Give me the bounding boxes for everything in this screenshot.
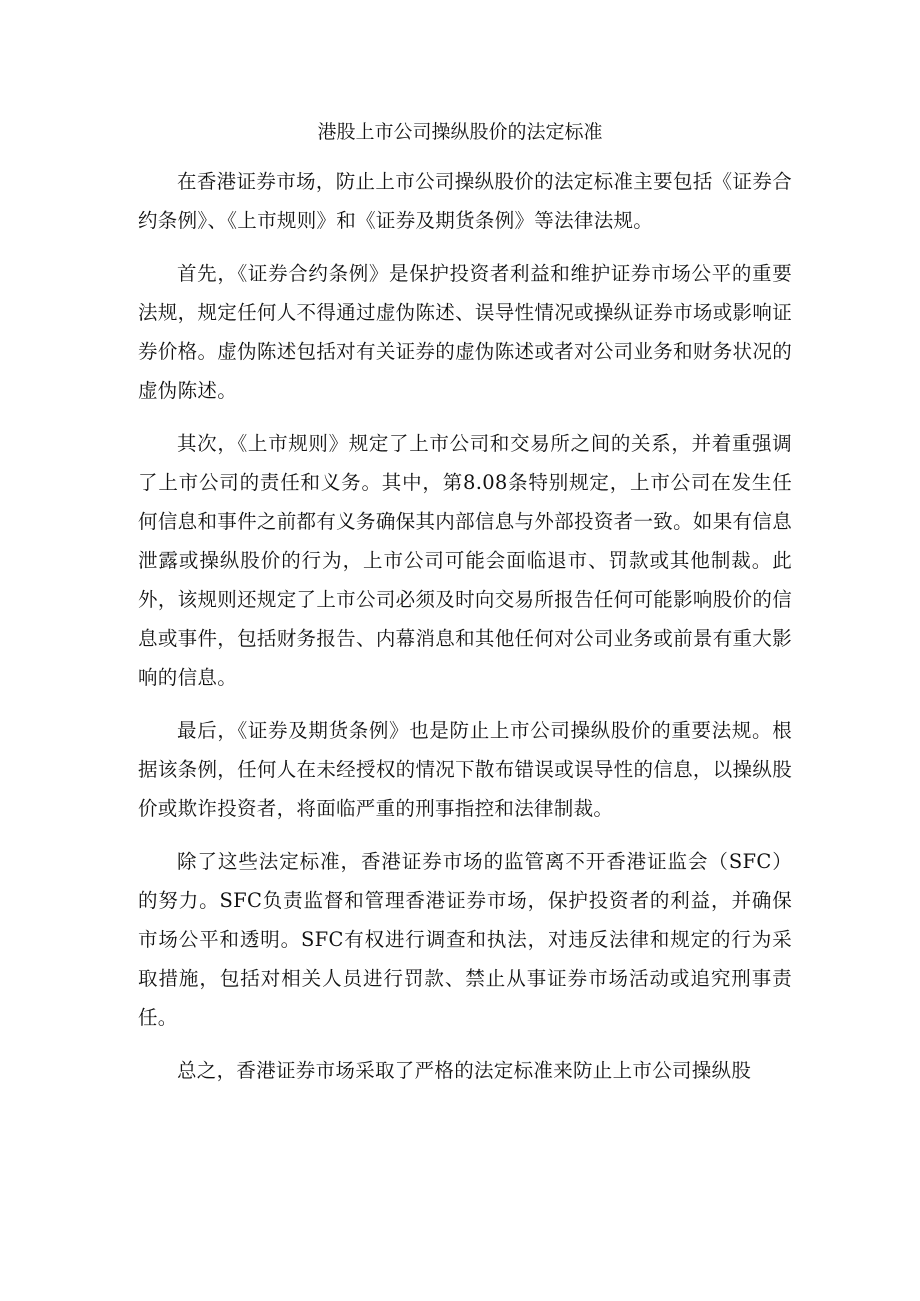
paragraph-intro: 在香港证券市场，防止上市公司操纵股价的法定标准主要包括《证券合约条例》、《上市规则》和《证券及期货条例》等法律法规。 xyxy=(138,170,792,232)
document-title: 港股上市公司操纵股价的法定标准 xyxy=(317,121,603,143)
document-body xyxy=(138,162,792,1104)
paragraph-sfc: 除了这些法定标准，香港证券市场的监管离不开香港证监会（SFC）的努力。SFC负责监督和管理香港证券市场，保护投资者的利益，并确保市场公平和透明。SFC有权进行调查和执法，对违反法律和规定的行为采取措施，包括对相关人员进行罚款、禁止从事证券市场活动或追究刑事责任。 xyxy=(138,850,792,1029)
paragraph-securities-futures: 最后，《证券及期货条例》也是防止上市公司操纵股价的重要法规。根据该条例，任何人在未经授权的情况下散布错误或误导性的信息，以操纵股价或欺诈投资者，将面临严重的刑事指控和法律制裁。 xyxy=(138,719,792,820)
paragraph-securities-contracts: 首先，《证券合约条例》是保护投资者利益和维护证券市场公平的重要法规，规定任何人不得通过虚伪陈述、误导性情况或操纵证券市场或影响证券价格。虚伪陈述包括对有关证券的虚伪陈述或者对公司业务和财务状况的虚伪陈述。 xyxy=(138,262,792,402)
paragraph-conclusion: 总之，香港证券市场采取了严格的法定标准来防止上市公司操纵股 xyxy=(177,1059,752,1082)
paragraph-listing-rules: 其次，《上市规则》规定了上市公司和交易所之间的关系，并着重强调了上市公司的责任和义务。其中，第8.08条特别规定，上市公司在发生任何信息和事件之前都有义务确保其内部信息与外部投资者一致。如果有信息泄露或操纵股价的行为，上市公司可能会面临退市、罚款或其他制裁。此外，该规则还规定了上市公司必须及时向交易所报告任何可能影响股价的信息或事件，包括财务报告、内幕消息和其他任何对公司业务或前景有重大影响的信息。 xyxy=(138,432,792,689)
